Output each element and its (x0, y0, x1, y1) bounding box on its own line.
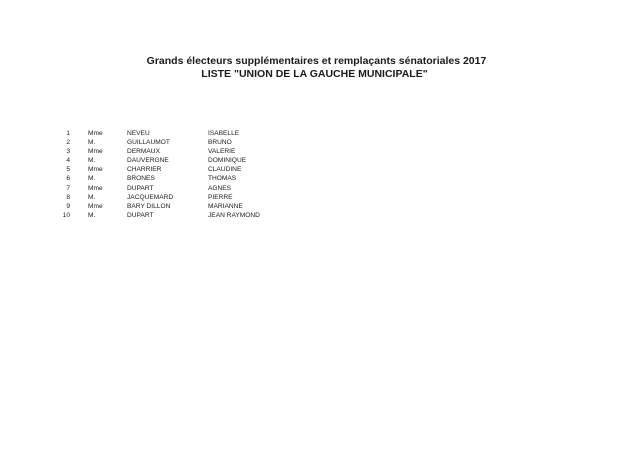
list-item (0, 211, 625, 220)
rank-number: 1 (66, 130, 70, 137)
civility: Mme (88, 202, 103, 210)
list-item (0, 147, 625, 156)
last-name: BARY DILLON (127, 202, 171, 210)
last-name: JACQUEMARD (127, 193, 174, 201)
civility: M. (88, 175, 96, 183)
civility: M. (88, 211, 96, 219)
civility: Mme (88, 130, 103, 137)
first-name: ISABELLE (208, 130, 240, 137)
last-name: BRONES (127, 175, 155, 183)
last-name: NEVEU (127, 130, 150, 137)
civility: M. (88, 193, 96, 201)
first-name: BRUNO (208, 139, 232, 147)
rank-number: 9 (66, 202, 70, 210)
rank-number: 10 (62, 211, 70, 219)
last-name: DUPART (127, 211, 154, 219)
first-name: AGNES (208, 184, 232, 192)
list-item (0, 174, 625, 183)
rank-number: 4 (66, 157, 70, 165)
list-item (0, 156, 625, 165)
list-item (0, 129, 625, 138)
civility: M. (88, 157, 96, 165)
first-name: DOMINIQUE (208, 157, 247, 165)
last-name: GUILLAUMOT (127, 139, 170, 147)
first-name: MARIANNE (208, 202, 243, 210)
list-item (0, 193, 625, 202)
rank-number: 8 (66, 193, 70, 201)
last-name: DAUVERGNE (127, 157, 169, 165)
last-name: DERMAUX (127, 148, 160, 156)
list-item (0, 138, 625, 147)
last-name: CHARRIER (127, 166, 162, 174)
document-header (0, 55, 625, 81)
candidate-list (0, 129, 625, 220)
first-name: JEAN RAYMOND (208, 211, 260, 219)
list-item (0, 165, 625, 174)
rank-number: 5 (66, 166, 70, 174)
civility: M. (88, 139, 96, 147)
civility: Mme (88, 148, 103, 156)
rank-number: 3 (66, 148, 70, 156)
list-title: LISTE "UNION DE LA GAUCHE MUNICIPALE" (201, 68, 428, 80)
first-name: VALERIE (208, 148, 236, 156)
first-name: CLAUDINE (208, 166, 242, 174)
civility: Mme (88, 166, 103, 174)
rank-number: 7 (66, 184, 70, 192)
first-name: THOMAS (208, 175, 237, 183)
list-item (0, 184, 625, 193)
rank-number: 2 (66, 139, 70, 147)
document-title: Grands électeurs supplémentaires et remplaçants sénatoriales 2017 (146, 55, 487, 67)
last-name: DUPART (127, 184, 154, 192)
rank-number: 6 (66, 175, 70, 183)
first-name: PIERRE (208, 193, 233, 201)
list-item (0, 202, 625, 211)
civility: Mme (88, 184, 103, 192)
